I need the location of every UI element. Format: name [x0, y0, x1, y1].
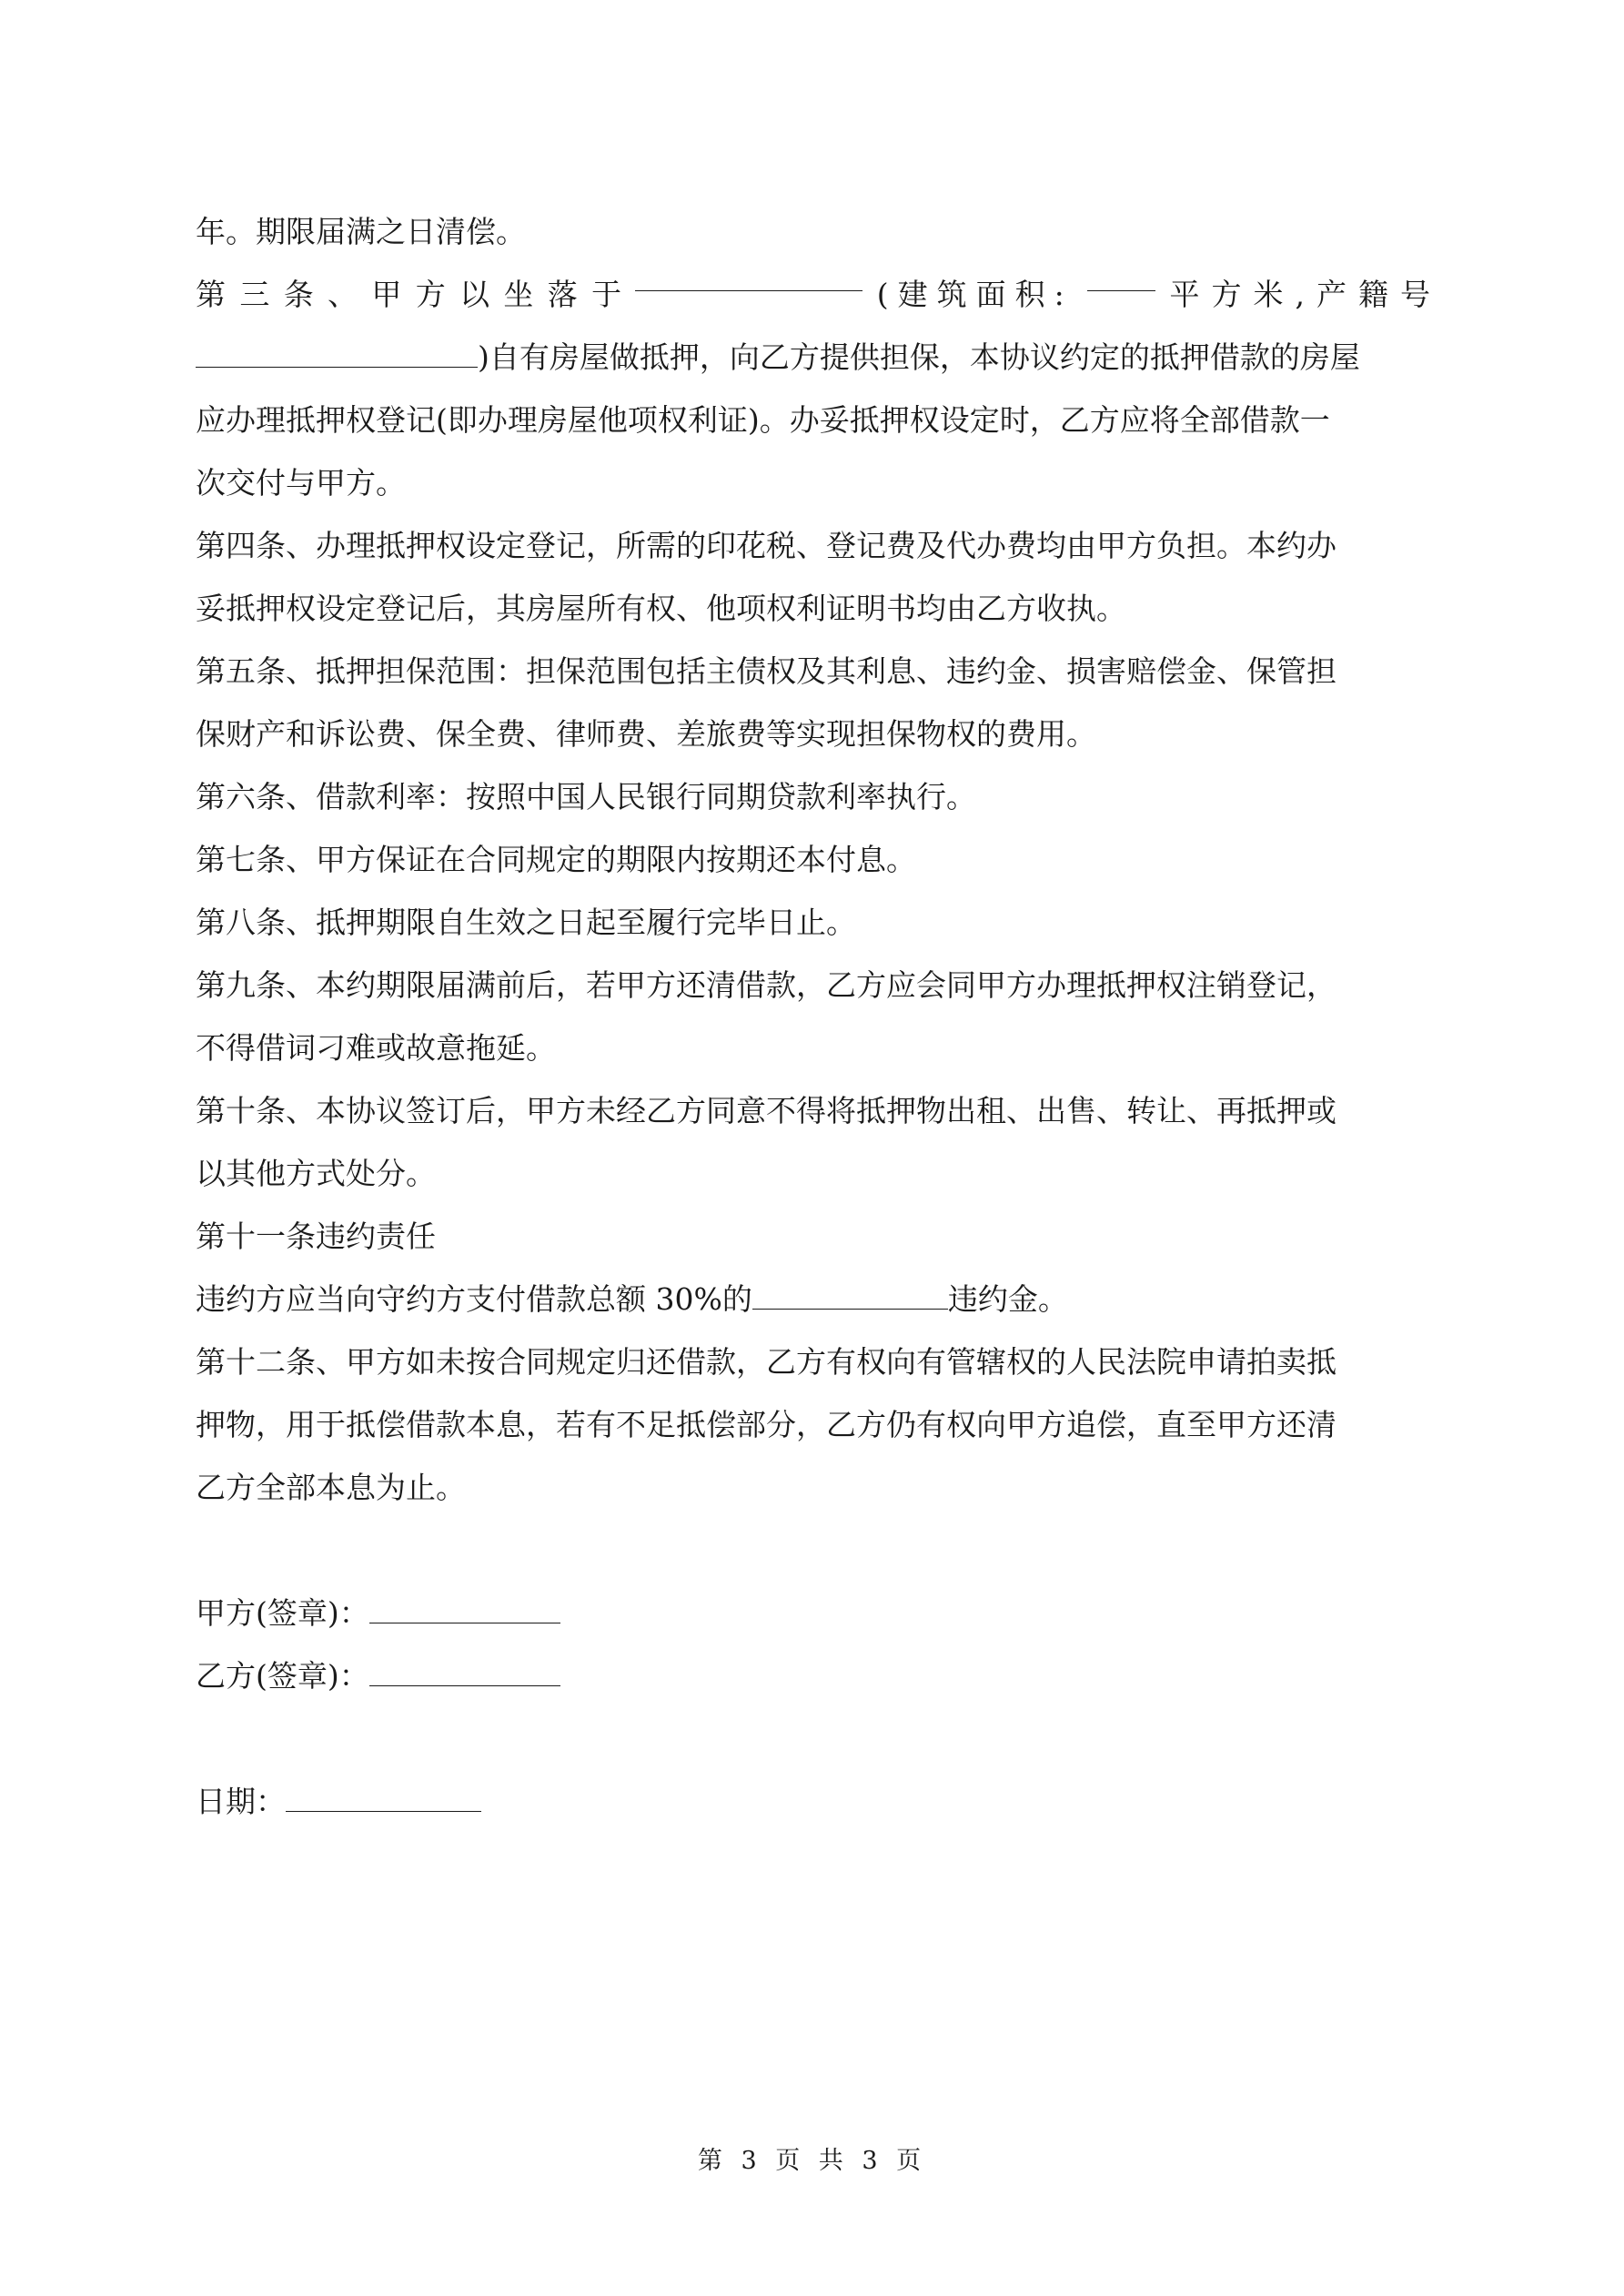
article-2-tail: 年。期限届满之日清偿。 [196, 214, 526, 249]
article-6: 第六条、借款利率：按照中国人民银行同期贷款利率执行。 [196, 779, 976, 814]
party-a-signature-row [196, 1582, 1442, 1644]
article-3-char: 落 [547, 277, 578, 312]
party-b-label: 乙方(签章)： [196, 1658, 369, 1694]
article-11-text-after: 违约金。 [947, 1281, 1068, 1317]
article-5-line-2: 保财产和诉讼费、保全费、律师费、差旅费等实现担保物权的费用。 [196, 716, 1096, 752]
page-indicator: 第 3 页 共 3 页 [697, 2147, 927, 2175]
article-3-char: 条 [283, 277, 314, 312]
article-9-line-2: 不得借词刁难或故意拖延。 [196, 1030, 556, 1066]
article-10-line-1: 第十条、本协议签订后，甲方未经乙方同意不得将抵押物出租、出售、转让、再抵押或 [196, 1093, 1337, 1128]
article-12-line-1: 第十二条、甲方如未按合同规定归还借款，乙方有权向有管辖权的人民法院申请拍卖抵 [196, 1344, 1337, 1380]
article-3-char: 三 [239, 277, 270, 312]
article-3-line-3: 应办理抵押权登记(即办理房屋他项权利证)。办妥抵押权设定时，乙方应将全部借款一 [196, 402, 1330, 438]
area-label: (建筑面积: [876, 277, 1074, 312]
party-b-signature-row [196, 1644, 1442, 1707]
article-3-char: 第 [196, 277, 226, 312]
party-a-label: 甲方(签章)： [196, 1595, 369, 1631]
article-12-line-3: 乙方全部本息为止。 [196, 1470, 466, 1505]
article-7: 第七条、甲方保证在合同规定的期限内按期还本付息。 [196, 842, 916, 877]
article-11-title: 第十一条违约责任 [196, 1219, 436, 1254]
article-12-line-2: 押物，用于抵偿借款本息，若有不足抵偿部分，乙方仍有权向甲方追偿，直至甲方还清 [196, 1407, 1337, 1442]
article-3-char: 于 [591, 277, 622, 312]
article-3-line-1 [196, 263, 1442, 326]
penalty-amount-blank [752, 1281, 948, 1310]
date-blank [286, 1784, 481, 1812]
article-3-line-2 [196, 326, 1442, 389]
page-footer [0, 2140, 1624, 2176]
party-b-signature-blank [369, 1658, 560, 1686]
spacer [196, 1519, 1442, 1582]
property-registry-blank [196, 339, 478, 368]
date-label: 日期： [196, 1784, 286, 1819]
article-11-text [196, 1268, 1442, 1330]
article-8: 第八条、抵押期限自生效之日起至履行完毕日止。 [196, 905, 856, 940]
article-9-line-1: 第九条、本约期限届满前后，若甲方还清借款，乙方应会同甲方办理抵押权注销登记， [196, 967, 1337, 1003]
article-5-line-1: 第五条、抵押担保范围：担保范围包括主债权及其利息、违约金、损害赔偿金、保管担 [196, 653, 1337, 689]
spacer [196, 1707, 1442, 1770]
contract-body [196, 200, 1442, 1833]
date-row [196, 1770, 1442, 1833]
article-4-line-2: 妥抵押权设定登记后，其房屋所有权、他项权利证明书均由乙方收执。 [196, 591, 1126, 626]
article-3-line-2-text: )自有房屋做抵押，向乙方提供担保，本协议约定的抵押借款的房屋 [478, 339, 1360, 375]
party-a-signature-blank [369, 1595, 560, 1623]
article-3-char: 甲 [371, 277, 402, 312]
property-location-blank [635, 263, 862, 291]
article-10-line-2: 以其他方式处分。 [196, 1156, 436, 1191]
article-3-char: 方 [415, 277, 446, 312]
article-3-char: 以 [459, 277, 490, 312]
article-3-char: 坐 [503, 277, 534, 312]
article-11-text-before: 违约方应当向守约方支付借款总额 30%的 [196, 1281, 752, 1317]
article-3-char: 、 [328, 277, 358, 312]
area-blank [1087, 263, 1155, 291]
article-4-line-1: 第四条、办理抵押权设定登记，所需的印花税、登记费及代办费均由甲方负担。本约办 [196, 528, 1337, 563]
area-unit-label: 平方米,产籍号 [1169, 277, 1442, 312]
article-3-line-4: 次交付与甲方。 [196, 465, 406, 501]
